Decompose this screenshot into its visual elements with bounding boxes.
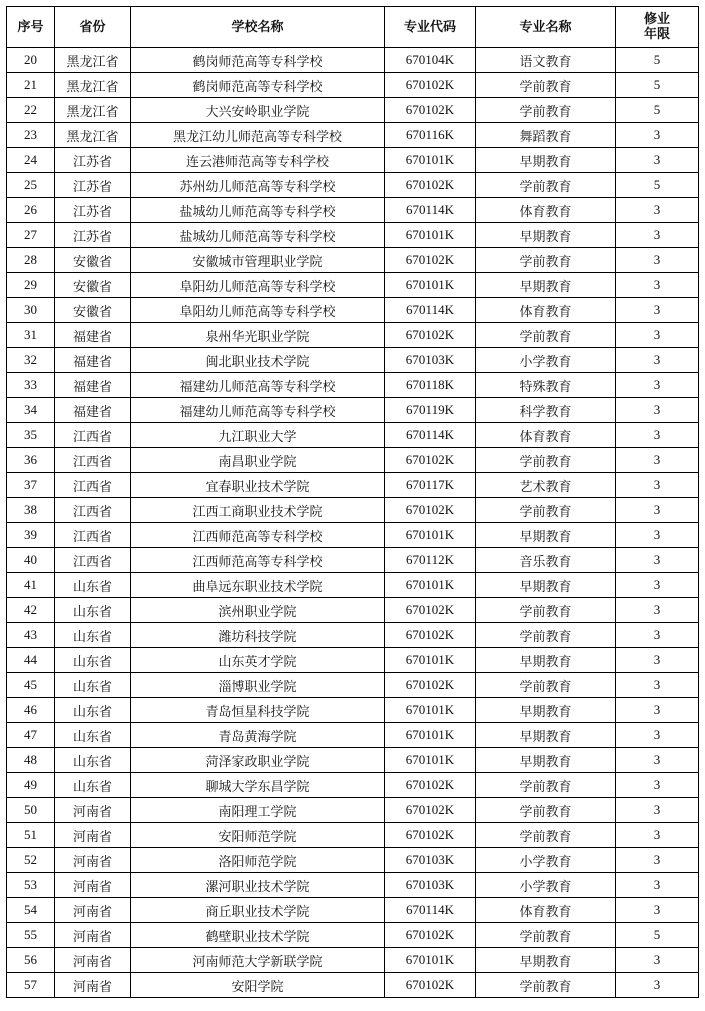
cell-province: 安徽省 — [55, 273, 131, 298]
cell-code: 670112K — [385, 548, 476, 573]
cell-years: 3 — [616, 748, 699, 773]
cell-id: 22 — [7, 98, 55, 123]
cell-school: 安阳学院 — [131, 973, 385, 998]
cell-province: 江西省 — [55, 448, 131, 473]
table-row — [7, 123, 699, 148]
table-row — [7, 648, 699, 673]
cell-school: 福建幼儿师范高等专科学校 — [131, 398, 385, 423]
cell-id: 40 — [7, 548, 55, 573]
cell-major: 早期教育 — [476, 698, 616, 723]
cell-code: 670102K — [385, 973, 476, 998]
cell-code: 670102K — [385, 773, 476, 798]
table-row — [7, 848, 699, 873]
cell-years: 5 — [616, 48, 699, 73]
cell-major: 体育教育 — [476, 198, 616, 223]
cell-major: 特殊教育 — [476, 373, 616, 398]
cell-major: 音乐教育 — [476, 548, 616, 573]
table-row — [7, 348, 699, 373]
cell-school: 福建幼儿师范高等专科学校 — [131, 373, 385, 398]
cell-id: 37 — [7, 473, 55, 498]
cell-school: 潍坊科技学院 — [131, 623, 385, 648]
table-row — [7, 498, 699, 523]
table-row — [7, 723, 699, 748]
cell-major: 学前教育 — [476, 498, 616, 523]
cell-id: 27 — [7, 223, 55, 248]
cell-school: 商丘职业技术学院 — [131, 898, 385, 923]
table-row — [7, 298, 699, 323]
cell-code: 670103K — [385, 848, 476, 873]
cell-code: 670119K — [385, 398, 476, 423]
cell-major: 早期教育 — [476, 573, 616, 598]
cell-school: 宜春职业技术学院 — [131, 473, 385, 498]
cell-code: 670102K — [385, 498, 476, 523]
cell-id: 46 — [7, 698, 55, 723]
cell-code: 670101K — [385, 573, 476, 598]
cell-province: 江西省 — [55, 548, 131, 573]
cell-id: 26 — [7, 198, 55, 223]
table-row — [7, 598, 699, 623]
table-row — [7, 823, 699, 848]
table-row — [7, 173, 699, 198]
cell-id: 55 — [7, 923, 55, 948]
table-row — [7, 573, 699, 598]
table-row — [7, 373, 699, 398]
cell-school: 安阳师范学院 — [131, 823, 385, 848]
cell-major: 早期教育 — [476, 273, 616, 298]
table-row — [7, 448, 699, 473]
cell-school: 南阳理工学院 — [131, 798, 385, 823]
table-row — [7, 973, 699, 998]
cell-major: 学前教育 — [476, 98, 616, 123]
cell-code: 670102K — [385, 323, 476, 348]
cell-province: 山东省 — [55, 623, 131, 648]
cell-school: 泉州华光职业学院 — [131, 323, 385, 348]
cell-province: 山东省 — [55, 723, 131, 748]
header-row — [7, 7, 699, 48]
table-row — [7, 148, 699, 173]
cell-major: 学前教育 — [476, 623, 616, 648]
cell-province: 山东省 — [55, 598, 131, 623]
table-row — [7, 923, 699, 948]
cell-major: 学前教育 — [476, 323, 616, 348]
table-row — [7, 523, 699, 548]
cell-province: 河南省 — [55, 848, 131, 873]
cell-years: 3 — [616, 373, 699, 398]
cell-school: 滨州职业学院 — [131, 598, 385, 623]
cell-id: 31 — [7, 323, 55, 348]
table-row — [7, 698, 699, 723]
cell-code: 670102K — [385, 798, 476, 823]
cell-years: 3 — [616, 473, 699, 498]
cell-major: 语文教育 — [476, 48, 616, 73]
header-years — [616, 7, 699, 48]
cell-id: 56 — [7, 948, 55, 973]
cell-province: 黑龙江省 — [55, 73, 131, 98]
table-row — [7, 548, 699, 573]
cell-years: 3 — [616, 873, 699, 898]
cell-province: 福建省 — [55, 398, 131, 423]
table-row — [7, 248, 699, 273]
cell-province: 黑龙江省 — [55, 48, 131, 73]
header-years-line1: 修业 — [643, 12, 670, 27]
table-row — [7, 798, 699, 823]
cell-major: 学前教育 — [476, 798, 616, 823]
cell-years: 3 — [616, 273, 699, 298]
table-row — [7, 398, 699, 423]
cell-code: 670102K — [385, 98, 476, 123]
cell-years: 3 — [616, 223, 699, 248]
cell-province: 河南省 — [55, 898, 131, 923]
cell-id: 33 — [7, 373, 55, 398]
cell-province: 江西省 — [55, 423, 131, 448]
table-row — [7, 48, 699, 73]
cell-code: 670101K — [385, 523, 476, 548]
table-row — [7, 98, 699, 123]
cell-major: 小学教育 — [476, 873, 616, 898]
cell-province: 黑龙江省 — [55, 98, 131, 123]
cell-code: 670114K — [385, 898, 476, 923]
cell-major: 学前教育 — [476, 923, 616, 948]
table-row — [7, 198, 699, 223]
cell-major: 学前教育 — [476, 598, 616, 623]
cell-years: 3 — [616, 398, 699, 423]
cell-province: 江西省 — [55, 523, 131, 548]
cell-province: 江苏省 — [55, 198, 131, 223]
cell-code: 670102K — [385, 598, 476, 623]
cell-major: 小学教育 — [476, 848, 616, 873]
cell-major: 学前教育 — [476, 73, 616, 98]
table-row — [7, 623, 699, 648]
cell-school: 洛阳师范学院 — [131, 848, 385, 873]
cell-years: 3 — [616, 573, 699, 598]
cell-years: 5 — [616, 98, 699, 123]
table-row — [7, 873, 699, 898]
cell-province: 福建省 — [55, 323, 131, 348]
cell-years: 3 — [616, 448, 699, 473]
cell-years: 3 — [616, 498, 699, 523]
cell-id: 23 — [7, 123, 55, 148]
cell-code: 670118K — [385, 373, 476, 398]
table-row — [7, 773, 699, 798]
cell-school: 安徽城市管理职业学院 — [131, 248, 385, 273]
cell-school: 黑龙江幼儿师范高等专科学校 — [131, 123, 385, 148]
cell-id: 42 — [7, 598, 55, 623]
cell-years: 3 — [616, 523, 699, 548]
cell-years: 3 — [616, 773, 699, 798]
cell-code: 670117K — [385, 473, 476, 498]
cell-years: 3 — [616, 248, 699, 273]
cell-major: 早期教育 — [476, 523, 616, 548]
cell-id: 47 — [7, 723, 55, 748]
cell-id: 34 — [7, 398, 55, 423]
cell-code: 670102K — [385, 248, 476, 273]
cell-province: 河南省 — [55, 973, 131, 998]
cell-major: 早期教育 — [476, 748, 616, 773]
cell-code: 670102K — [385, 623, 476, 648]
cell-province: 山东省 — [55, 748, 131, 773]
cell-years: 3 — [616, 423, 699, 448]
cell-province: 山东省 — [55, 573, 131, 598]
cell-years: 3 — [616, 798, 699, 823]
cell-code: 670101K — [385, 648, 476, 673]
cell-code: 670101K — [385, 748, 476, 773]
cell-major: 学前教育 — [476, 973, 616, 998]
cell-province: 江西省 — [55, 473, 131, 498]
cell-major: 学前教育 — [476, 448, 616, 473]
cell-school: 阜阳幼儿师范高等专科学校 — [131, 273, 385, 298]
cell-code: 670101K — [385, 148, 476, 173]
cell-id: 41 — [7, 573, 55, 598]
cell-years: 3 — [616, 548, 699, 573]
cell-years: 5 — [616, 923, 699, 948]
cell-id: 51 — [7, 823, 55, 848]
table-row — [7, 673, 699, 698]
cell-years: 5 — [616, 173, 699, 198]
cell-id: 53 — [7, 873, 55, 898]
cell-school: 鹤岗师范高等专科学校 — [131, 73, 385, 98]
table-header — [7, 7, 699, 48]
cell-code: 670102K — [385, 673, 476, 698]
cell-province: 江苏省 — [55, 148, 131, 173]
table-row — [7, 73, 699, 98]
cell-code: 670101K — [385, 223, 476, 248]
cell-major: 学前教育 — [476, 773, 616, 798]
cell-code: 670102K — [385, 173, 476, 198]
cell-school: 青岛黄海学院 — [131, 723, 385, 748]
cell-province: 河南省 — [55, 798, 131, 823]
cell-years: 3 — [616, 648, 699, 673]
cell-school: 盐城幼儿师范高等专科学校 — [131, 198, 385, 223]
cell-code: 670116K — [385, 123, 476, 148]
cell-id: 52 — [7, 848, 55, 873]
cell-school: 大兴安岭职业学院 — [131, 98, 385, 123]
cell-major: 体育教育 — [476, 423, 616, 448]
cell-code: 670101K — [385, 698, 476, 723]
cell-major: 科学教育 — [476, 398, 616, 423]
cell-code: 670101K — [385, 723, 476, 748]
cell-id: 54 — [7, 898, 55, 923]
table-row — [7, 748, 699, 773]
cell-code: 670103K — [385, 873, 476, 898]
cell-id: 32 — [7, 348, 55, 373]
cell-major: 体育教育 — [476, 298, 616, 323]
cell-major: 早期教育 — [476, 648, 616, 673]
table-row — [7, 898, 699, 923]
cell-province: 安徽省 — [55, 248, 131, 273]
cell-major: 早期教育 — [476, 948, 616, 973]
cell-major: 早期教育 — [476, 148, 616, 173]
cell-major: 学前教育 — [476, 673, 616, 698]
cell-school: 九江职业大学 — [131, 423, 385, 448]
cell-id: 44 — [7, 648, 55, 673]
cell-school: 连云港师范高等专科学校 — [131, 148, 385, 173]
cell-province: 河南省 — [55, 823, 131, 848]
cell-code: 670114K — [385, 423, 476, 448]
cell-school: 青岛恒星科技学院 — [131, 698, 385, 723]
cell-code: 670102K — [385, 923, 476, 948]
cell-years: 3 — [616, 673, 699, 698]
cell-school: 苏州幼儿师范高等专科学校 — [131, 173, 385, 198]
cell-years: 3 — [616, 148, 699, 173]
cell-province: 山东省 — [55, 773, 131, 798]
cell-major: 舞蹈教育 — [476, 123, 616, 148]
cell-school: 江西工商职业技术学院 — [131, 498, 385, 523]
cell-id: 48 — [7, 748, 55, 773]
cell-years: 3 — [616, 898, 699, 923]
cell-school: 南昌职业学院 — [131, 448, 385, 473]
cell-school: 山东英才学院 — [131, 648, 385, 673]
cell-province: 山东省 — [55, 648, 131, 673]
cell-school: 曲阜远东职业技术学院 — [131, 573, 385, 598]
cell-code: 670101K — [385, 948, 476, 973]
cell-years: 3 — [616, 123, 699, 148]
cell-id: 28 — [7, 248, 55, 273]
cell-province: 江苏省 — [55, 223, 131, 248]
cell-years: 3 — [616, 623, 699, 648]
cell-id: 39 — [7, 523, 55, 548]
cell-id: 38 — [7, 498, 55, 523]
cell-code: 670102K — [385, 73, 476, 98]
cell-years: 3 — [616, 973, 699, 998]
cell-major: 艺术教育 — [476, 473, 616, 498]
cell-id: 20 — [7, 48, 55, 73]
cell-province: 山东省 — [55, 698, 131, 723]
cell-id: 36 — [7, 448, 55, 473]
cell-province: 江西省 — [55, 498, 131, 523]
header-code: 专业代码 — [385, 7, 476, 48]
cell-school: 漯河职业技术学院 — [131, 873, 385, 898]
cell-years: 5 — [616, 73, 699, 98]
cell-years: 3 — [616, 598, 699, 623]
cell-id: 24 — [7, 148, 55, 173]
cell-major: 学前教育 — [476, 823, 616, 848]
cell-code: 670102K — [385, 823, 476, 848]
cell-province: 河南省 — [55, 948, 131, 973]
cell-school: 江西师范高等专科学校 — [131, 548, 385, 573]
cell-major: 学前教育 — [476, 173, 616, 198]
cell-code: 670103K — [385, 348, 476, 373]
cell-id: 35 — [7, 423, 55, 448]
cell-id: 45 — [7, 673, 55, 698]
cell-province: 河南省 — [55, 873, 131, 898]
cell-major: 学前教育 — [476, 248, 616, 273]
header-years-line2: 年限 — [643, 27, 670, 42]
cell-years: 3 — [616, 948, 699, 973]
cell-province: 黑龙江省 — [55, 123, 131, 148]
cell-id: 49 — [7, 773, 55, 798]
cell-school: 淄博职业学院 — [131, 673, 385, 698]
cell-province: 山东省 — [55, 673, 131, 698]
table-row — [7, 323, 699, 348]
cell-school: 菏泽家政职业学院 — [131, 748, 385, 773]
cell-school: 闽北职业技术学院 — [131, 348, 385, 373]
cell-province: 江苏省 — [55, 173, 131, 198]
cell-province: 福建省 — [55, 348, 131, 373]
cell-id: 30 — [7, 298, 55, 323]
header-id: 序号 — [7, 7, 55, 48]
header-major: 专业名称 — [476, 7, 616, 48]
table-row — [7, 423, 699, 448]
cell-province: 福建省 — [55, 373, 131, 398]
cell-code: 670101K — [385, 273, 476, 298]
cell-school: 鹤岗师范高等专科学校 — [131, 48, 385, 73]
table-row — [7, 473, 699, 498]
cell-years: 3 — [616, 298, 699, 323]
cell-years: 3 — [616, 348, 699, 373]
cell-years: 3 — [616, 848, 699, 873]
cell-id: 29 — [7, 273, 55, 298]
cell-code: 670114K — [385, 198, 476, 223]
school-major-table — [6, 6, 699, 998]
cell-school: 阜阳幼儿师范高等专科学校 — [131, 298, 385, 323]
cell-code: 670102K — [385, 448, 476, 473]
cell-major: 小学教育 — [476, 348, 616, 373]
cell-school: 河南师范大学新联学院 — [131, 948, 385, 973]
table-row — [7, 273, 699, 298]
cell-id: 21 — [7, 73, 55, 98]
table-body — [7, 48, 699, 998]
cell-years: 3 — [616, 323, 699, 348]
cell-id: 43 — [7, 623, 55, 648]
table-row — [7, 948, 699, 973]
cell-school: 盐城幼儿师范高等专科学校 — [131, 223, 385, 248]
cell-id: 25 — [7, 173, 55, 198]
cell-id: 50 — [7, 798, 55, 823]
cell-school: 鹤壁职业技术学院 — [131, 923, 385, 948]
cell-province: 安徽省 — [55, 298, 131, 323]
cell-code: 670114K — [385, 298, 476, 323]
cell-years: 3 — [616, 198, 699, 223]
cell-major: 体育教育 — [476, 898, 616, 923]
cell-major: 早期教育 — [476, 223, 616, 248]
cell-id: 57 — [7, 973, 55, 998]
cell-years: 3 — [616, 723, 699, 748]
cell-province: 河南省 — [55, 923, 131, 948]
table-row — [7, 223, 699, 248]
cell-major: 早期教育 — [476, 723, 616, 748]
header-province: 省份 — [55, 7, 131, 48]
cell-school: 聊城大学东昌学院 — [131, 773, 385, 798]
cell-years: 3 — [616, 823, 699, 848]
header-school: 学校名称 — [131, 7, 385, 48]
cell-years: 3 — [616, 698, 699, 723]
cell-school: 江西师范高等专科学校 — [131, 523, 385, 548]
cell-code: 670104K — [385, 48, 476, 73]
